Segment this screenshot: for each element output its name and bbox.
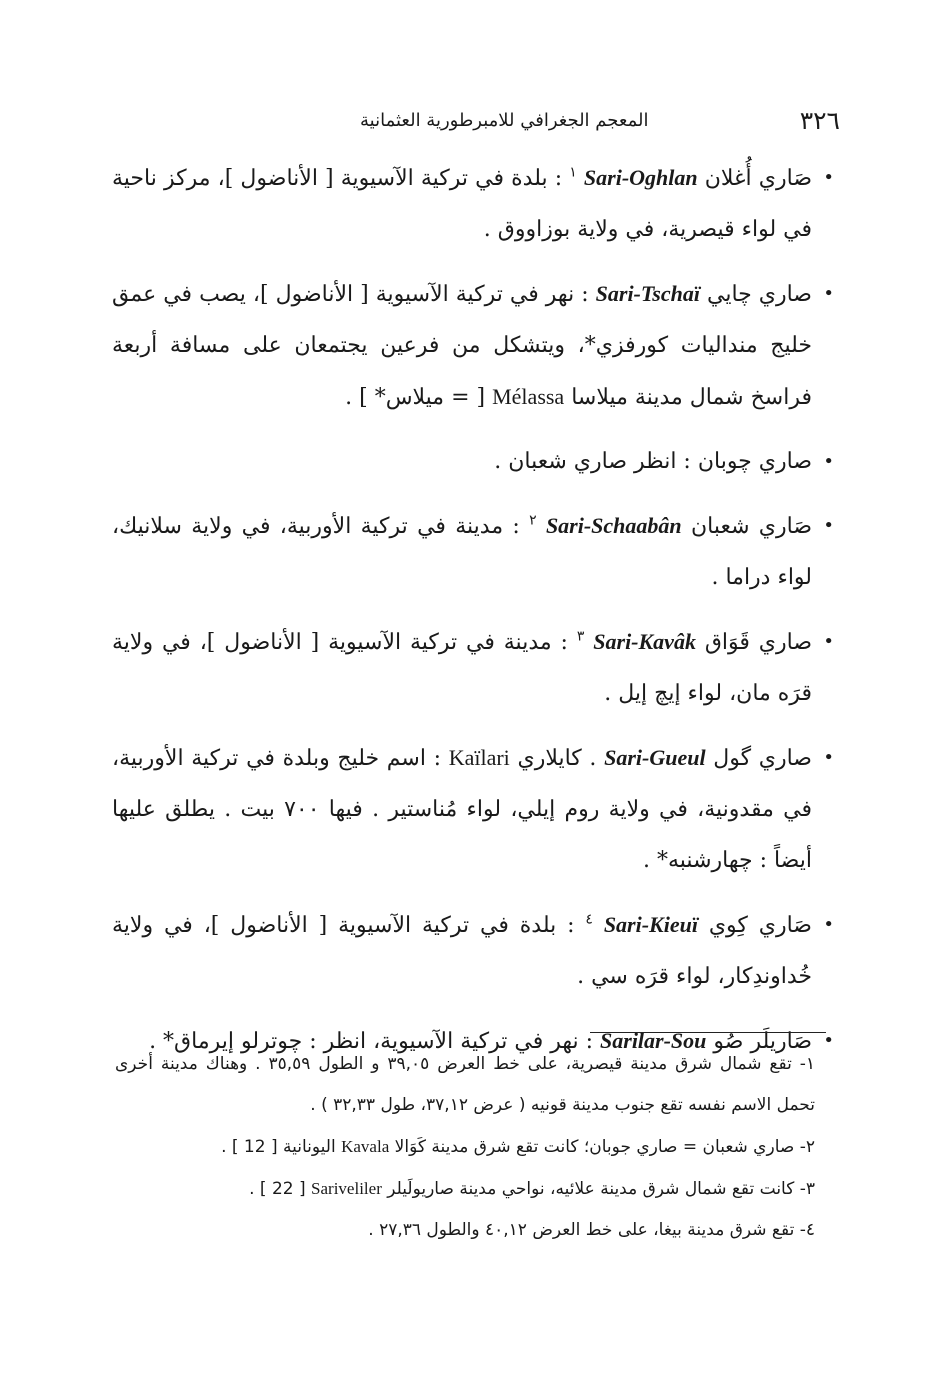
- entry-latin-name: Sari-Kavâk: [593, 629, 696, 654]
- entry-arabic-name: صَاري أُغلان: [704, 166, 813, 191]
- entry-latin-name: Sari-Kieuï: [603, 912, 698, 937]
- entry-text-end: [ = ميلاس* ] .: [345, 385, 486, 410]
- entry: [112, 436, 834, 487]
- entry-arabic-name: صَاري كِوي: [708, 913, 812, 938]
- footnote-text: ٣- كانت تقع شمال شرق مدينة علائيه، نواحي مدينة صاريولَيلر: [387, 1179, 815, 1199]
- entry: [112, 268, 834, 423]
- entry-arabic-name: صاري چايي: [706, 282, 812, 307]
- footnote-text: ٤- تقع شرق مدينة بيغا، على خط العرض ٤٠,١٢ والطول ٢٧,٣٦ .: [368, 1220, 815, 1240]
- footnote: [115, 1126, 833, 1168]
- bullet: •: [823, 515, 834, 536]
- bullet: •: [823, 1030, 834, 1051]
- entries-list: [112, 152, 834, 1080]
- footnote-reference: ٢: [529, 512, 537, 529]
- entry-arabic-name: صاري گول: [713, 746, 812, 771]
- footnote-text-end: [ 22 ] .: [249, 1179, 306, 1199]
- entry-latin-name: Sari-Oghlan: [583, 165, 698, 190]
- page-header: [120, 98, 840, 138]
- footnote-divider: [590, 1032, 826, 1033]
- footnote-reference: ٤: [585, 911, 593, 928]
- bullet: •: [823, 914, 834, 935]
- entry-arabic-name: صَاري شعبان: [690, 514, 813, 539]
- entry-text-end: : اسم خليج وبلدة في تركية الأوربية، في مقدونية، في ولاية روم إيلي، لواء مُناستير . فيها ٧٠٠ بيت . يطلق عليها أيضاً : چهارشنبه* .: [112, 746, 812, 873]
- entry-text: : نهر في تركية الآسيوية، انظر : چوترلو إيرماق* .: [149, 1029, 594, 1054]
- entry-latin-city: Mélassa: [492, 384, 565, 409]
- entry-latin-name: Sari-Tschaï: [595, 281, 700, 306]
- entry-arabic-name: صاري قَوَاق: [704, 630, 813, 655]
- entry-text: : نهر في تركية الآسيوية [ الأناضول ]، يصب في عمق خليج منداليات كورفزي*، ويتشكل من فرعين يجتمعان على مسافة أربعة فراسخ شمال مدينة ميلاسا: [112, 282, 812, 410]
- footnote-reference: ٣: [576, 628, 585, 645]
- footnote-text: ١- تقع شمال شرق مدينة قيصرية، على خط العرض ٣٩,٠٥ و الطول ٣٥,٥٩ . وهناك مدينة أخرى تحمل الاسم نفسه تقع جنوب مدينة قونيه ( عرض ٣٧,١٢، طول ٣٢,٣٣ ) .: [115, 1054, 816, 1115]
- entry-arabic-name: صَاريلَر صُو: [713, 1029, 812, 1054]
- entry-text: : مدينة في تركية الآسيوية [ الأناضول ]، في ولاية قرَه مان، لواء إيچ إيل .: [112, 630, 812, 706]
- footnotes: [115, 1044, 833, 1251]
- entry-text: : بلدة في تركية الآسيوية [ الأناضول ]، في ولاية خُداوندِكار، لواء قرَه سي .: [112, 913, 812, 989]
- bullet: •: [823, 747, 834, 768]
- entry-text: . كايلاري: [517, 746, 597, 771]
- bullet: •: [823, 631, 834, 652]
- footnote-text: ٢- صاري شعبان = صاري جوبان؛ كانت تقع شرق مدينة كَوَالا: [394, 1137, 815, 1157]
- footnote-reference: ١: [569, 164, 577, 181]
- footnote-text-end: اليونانية [ 12 ] .: [221, 1137, 336, 1157]
- footnote: [115, 1210, 833, 1251]
- page-number: ٣٢٦: [799, 106, 840, 135]
- entry-text: : بلدة في تركية الآسيوية [ الأناضول ]، مركز ناحية في لواء قيصرية، في ولاية بوزاووق .: [112, 166, 812, 242]
- entry-text: : مدينة في تركية الأوربية، في ولاية سلانيك، لواء دراما .: [112, 514, 812, 590]
- footnote-latin-name: Sariveliler: [311, 1179, 382, 1198]
- entry-latin-name: Sari-Gueul: [604, 745, 706, 770]
- entry: [112, 152, 834, 255]
- entry: [112, 732, 834, 886]
- bullet: •: [823, 283, 834, 304]
- entry: [112, 500, 834, 603]
- entry-latin-name: Sarilar-Sou: [600, 1028, 707, 1053]
- running-title: المعجم الجغرافي للامبرطورية العثمانية: [360, 110, 649, 131]
- entry-latin-name: Sari-Schaabân: [545, 513, 682, 538]
- entry: [112, 616, 834, 719]
- bullet: •: [823, 167, 834, 188]
- footnote-latin-name: Kavala: [341, 1137, 390, 1156]
- entry: [112, 899, 834, 1002]
- entry-latin-alt-name: Kaïlari: [448, 745, 510, 770]
- bullet: •: [823, 451, 834, 472]
- entry-text: صاري چوبان : انظر صاري شعبان .: [494, 449, 812, 474]
- footnote: [115, 1168, 833, 1210]
- footnote: [115, 1044, 833, 1126]
